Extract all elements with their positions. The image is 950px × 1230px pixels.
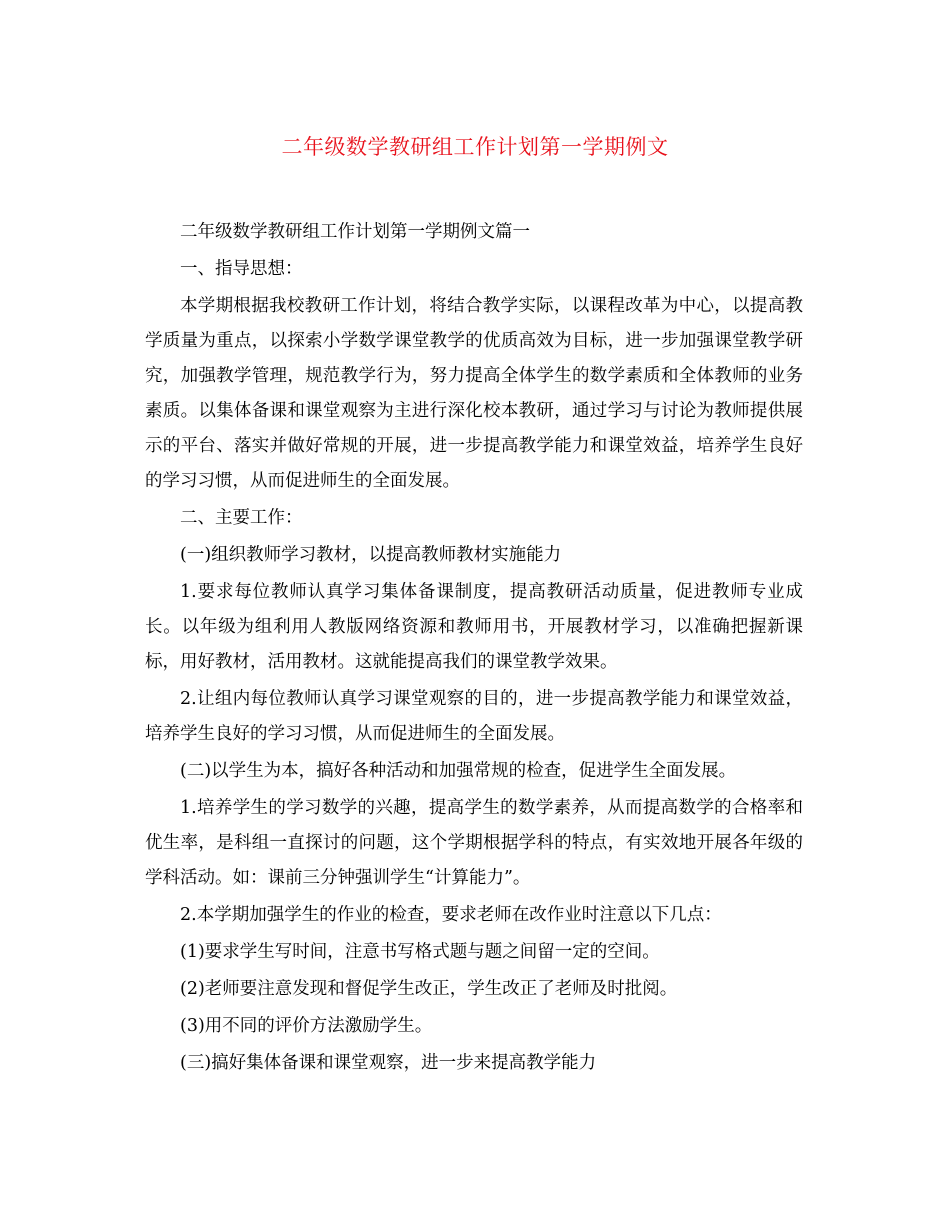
paragraph: (2)老师要注意发现和督促学生改正，学生改正了老师及时批阅。 xyxy=(180,979,678,999)
paragraph: 一、指导思想： xyxy=(180,259,303,279)
paragraph: 2.本学期加强学生的作业的检查，要求老师在改作业时注意以下几点： xyxy=(180,905,722,925)
document-body xyxy=(145,214,803,1082)
paragraph: 1.要求每位教师认真学习集体备课制度，提高教研活动质量，促进教师专业成长。以年级为组利用人教版网络资源和教师用书，开展教材学习，以准确把握新课标，用好教材，活用教材。这就能提高我们的课堂教学效果。 xyxy=(145,582,803,672)
paragraph: (一)组织教师学习教材，以提高教师教材实施能力 xyxy=(180,545,562,565)
document-title: 二年级数学教研组工作计划第一学期例文 xyxy=(281,135,669,159)
paragraph: (1)要求学生写时间，注意书写格式题与题之间留一定的空间。 xyxy=(180,942,660,962)
paragraph: (三)搞好集体备课和课堂观察，进一步来提高教学能力 xyxy=(180,1053,597,1073)
paragraph: 二年级数学教研组工作计划第一学期例文篇一 xyxy=(180,222,530,242)
paragraph: 1.培养学生的学习数学的兴趣，提高学生的数学素养，从而提高数学的合格率和优生率，是科组一直探讨的问题，这个学期根据学科的特点，有实效地开展各年级的学科活动。如：课前三分钟强训学生“计算能力”。 xyxy=(145,798,803,888)
paragraph: 二、主要工作： xyxy=(180,508,303,528)
paragraph: (二)以学生为本，搞好各种活动和加强常规的检查，促进学生全面发展。 xyxy=(180,761,737,781)
paragraph: 本学期根据我校教研工作计划，将结合教学实际，以课程改革为中心，以提高教学质量为重点，以探索小学数学课堂教学的优质高效为目标，进一步加强课堂教学研究，加强教学管理，规范教学行为，努力提高全体学生的数学素质和全体教师的业务素质。以集体备课和课堂观察为主进行深化校本教研，通过学习与讨论为教师提供展示的平台、落实并做好常规的开展，进一步提高教学能力和课堂效益，培养学生良好的学习习惯，从而促进师生的全面发展。 xyxy=(145,296,803,491)
paragraph: 2.让组内每位教师认真学习课堂观察的目的，进一步提高教学能力和课堂效益，培养学生良好的学习习惯，从而促进师生的全面发展。 xyxy=(145,689,803,744)
paragraph: (3)用不同的评价方法激励学生。 xyxy=(180,1016,433,1036)
